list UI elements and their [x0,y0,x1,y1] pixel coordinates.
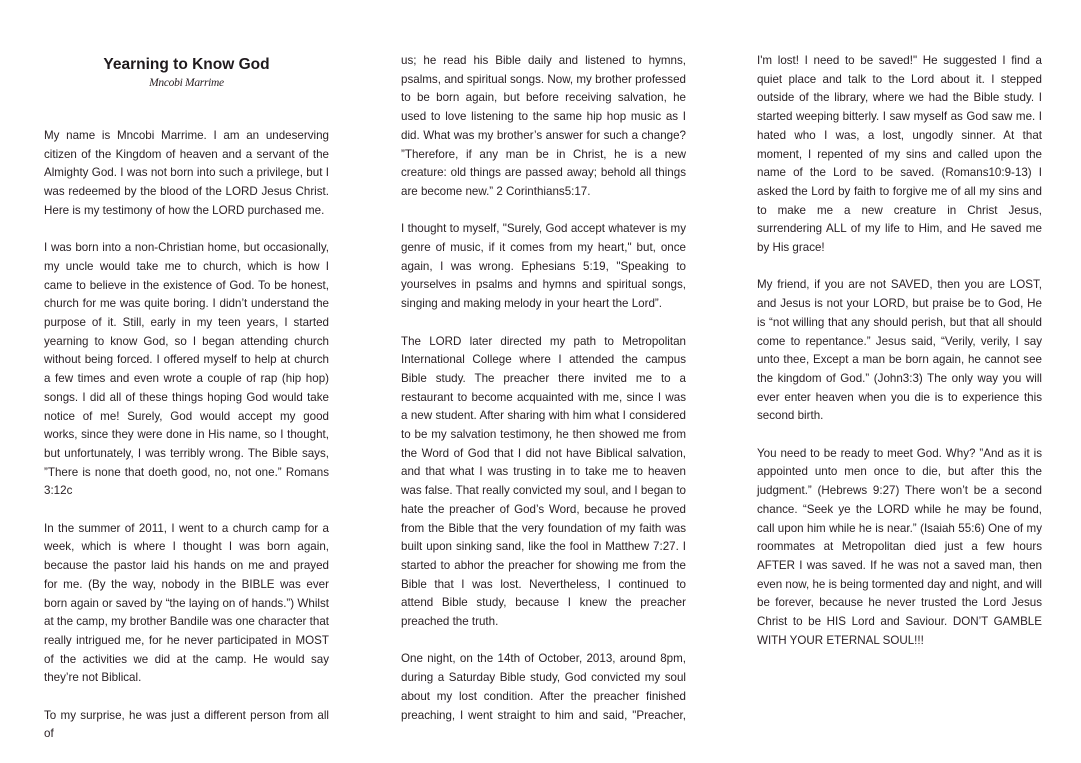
article-author: Mncobi Marrime [149,77,224,89]
article-header [44,56,329,127]
column-2 [401,52,686,744]
paragraph: In the summer of 2011, I went to a church camp for a week, which is where I thought I was born again, because the pastor laid his hands on me and prayed for me. (By the way, nobody in the BIBLE was ever born again or saved by “the laying on of hands.”) Whilst at the camp, my brother Bandile was one character that really intrigued me, for he never participated in MOST of the activities we did at the camp. He would say they’re not Biblical. [44,521,329,685]
paragraph: I was born into a non-Christian home, but occasionally, my uncle would take me to church, which is how I came to believe in the existence of God. To be honest, church for me was quite boring. I didn’t understand the purpose of it. Still, early in my teen years, I started yearning to know God, so I began attending church without being forced. I offered myself to help at church a few times and even wrote a couple of rap (hip hop) songs. I did all of these things hoping God would take notice of me! Surely, God would accept my good works, since they were done in His name, so I thought, but unfortunately, I was terribly wrong. The Bible says, ”There is none that doeth good, no, not one.” Romans 3:12c [44,241,329,498]
paragraph: One night, on the 14th of October, 2013, around 8pm, during a Saturday Bible study, God convicted my soul about my lost condition. After the preacher finished preaching, I went straight to him and said, "Preacher, [401,652,686,722]
column-3 [757,52,1042,669]
paragraph: I'm lost! I need to be saved!" He suggested I find a quiet place and talk to the Lord about it. I stepped outside of the library, where we had the Bible study. I started weeping bitterly. I saw myself as God saw me. I hated who I was, a lost, ungodly sinner. At that moment, I repented of my sins and called upon the name of the Lord to be saved. (Romans10:9-13) I asked the Lord by faith to forgive me of all my sins and to make me a new creature in Christ Jesus, surrendering ALL of my life to Him, and He saved me by His grace! [757,54,1042,255]
paragraph: us; he read his Bible daily and listened to hymns, psalms, and spiritual songs. Now, my brother professed to be born again, but before receiving salvation, he used to love listening to the same hip hop music as I did. What was my brother’s answer for such a change? ”Therefore, if any man be in Christ, he is a new creature: old things are passed away; behold all things are become new.” 2 Corinthians5:17. [401,54,686,198]
article-title: Yearning to Know God [103,56,270,73]
paragraph: To my surprise, he was just a different person from all of [44,708,329,741]
paragraph: I thought to myself, "Surely, God accept whatever is my genre of music, if it comes from my heart," but, once again, I was wrong. Ephesians 5:19, "Speaking to yourselves in psalms and hymns and spiritual songs, singing and making melody in your heart the Lord”. [401,222,686,311]
paragraph: My friend, if you are not SAVED, then you are LOST, and Jesus is not your LORD, but praise be to God, He is “not willing that any should perish, but that all should come to repentance.” Jesus said, “Verily, verily, I say unto thee, Except a man be born again, he cannot see the kingdom of God.” (John3:3) The only way you will ever enter heaven when you die is to experience this second birth. [757,278,1042,423]
paragraph: My name is Mncobi Marrime. I am an undeserving citizen of the Kingdom of heaven and a servant of the Almighty God. I was not born into such a privilege, but I was redeemed by the blood of the LORD Jesus Christ. Here is my testimony of how the LORD purchased me. [44,129,329,217]
paragraph: The LORD later directed my path to Metropolitan International College where I attended the campus Bible study. The preacher there invited me to a restaurant to become acquainted with me, since I was a new student. After sharing with him what I considered to be my salvation testimony, he then showed me from the Word of God that I did not have Biblical salvation, and that what I was trusting in to take me to heaven was false. That really convicted my soul, and I began to hate the preacher of God’s Word, because he proved from the Bible that the very foundation of my faith was built upon sinking sand, like the fool in Matthew 7:27. I started to abhor the preacher for showing me from the Bible that I was lost. Nevertheless, I continued to attend Bible study, because I knew the preacher preached the truth. [401,334,686,629]
paragraph: You need to be ready to meet God. Why? ”And as it is appointed unto men once to die, but after this the judgment.” (Hebrews 9:27) There won’t be a second chance. “Seek ye the LORD while he may be found, call upon him while he is near.” (Isaiah 55:6) One of my roommates at Metropolitan died just a few hours AFTER I was saved. If he was not a saved man, then even now, he is being tormented day and night, and will be forever, because he never trusted the Lord Jesus Christ to be HIS Lord and Saviour. DON’T GAMBLE WITH YOUR ETERNAL SOUL!!! [757,446,1042,647]
column-1 [44,52,329,763]
